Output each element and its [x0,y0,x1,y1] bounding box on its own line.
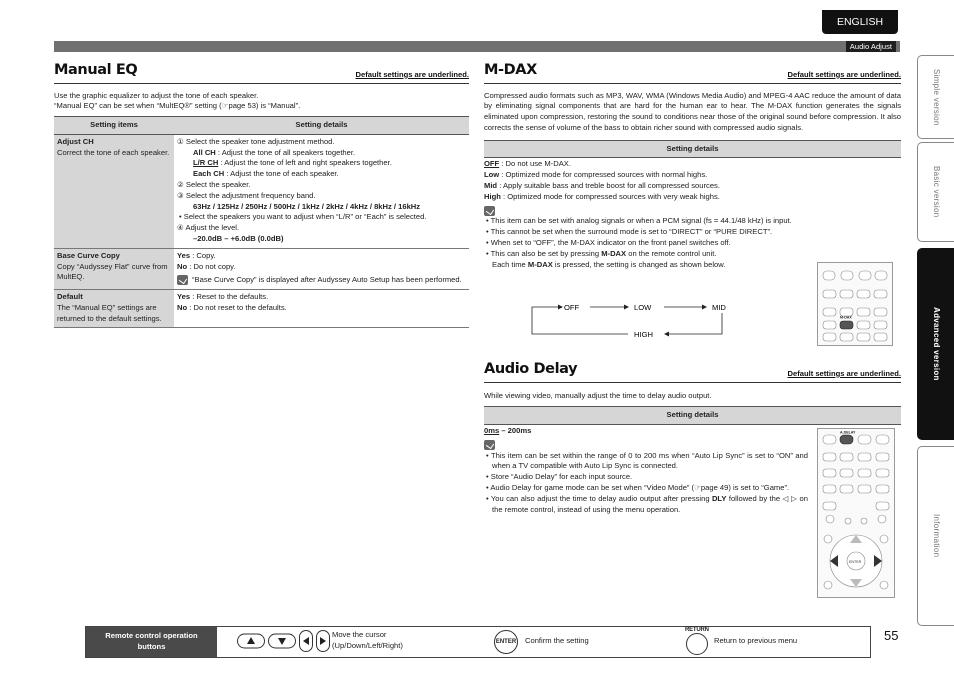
note-text: is pressed, the setting is changed as shown below. [552,259,726,269]
option-desc: : Do not use M-DAX. [499,159,571,169]
step-text: ③ Select the adjustment frequency band. [177,190,316,200]
move-cursor-text: Move the cursor (Up/Down/Left/Right) [332,630,403,650]
mdax-table [484,140,901,159]
note-text: • Store “Audio Delay” for each input source. [486,472,633,482]
section-label: Audio Adjust [846,41,896,52]
note-text: • When set to “OFF”, the M-DAX indicator on the front panel switches off. [486,237,731,247]
manual-eq-section [54,60,469,328]
option-desc: : Adjust the tone of all speakers together. [215,147,356,157]
tab-information[interactable] [917,446,954,626]
option-desc: : Copy. [190,250,216,260]
cursor-right-icon[interactable] [316,630,330,652]
manual-eq-table [54,116,469,328]
note-icon [484,440,495,450]
audio-delay-table [484,406,901,425]
note-text: “Base Curve Copy” is displayed after Audyssey Auto Setup has been performed. [192,275,462,285]
col-header: Setting details [484,407,901,425]
step-text: ① Select the speaker tone adjustment method. [177,136,335,146]
mdax-title: M-DAX [484,62,537,78]
option-key: Each CH [193,169,225,179]
note-text: • This can also be set by pressing [486,248,602,258]
note-text: • This item can be set within the range of 0 to 200 ms when “Auto Lip Sync” is set to “ON” and when a TV compatible with Auto Lip Sync is connected. [486,450,808,471]
cursor-down-icon[interactable] [268,633,296,649]
default-note: Default settings are underlined. [355,69,469,79]
step-text: ② Select the speaker. [177,180,251,190]
divider [484,382,901,383]
manual-eq-title: Manual EQ [54,62,138,78]
section-bar [54,41,900,52]
option-key: Yes [177,292,191,302]
mdax-section [484,60,901,270]
option-desc: : Optimized mode for compressed sources with normal highs. [499,170,708,180]
audio-delay-title: Audio Delay [484,361,578,377]
table-row [54,290,469,328]
option-key: L/R CH [193,158,219,168]
tab-simple-version[interactable] [917,55,954,139]
arrowhead [702,305,707,310]
range-value: – 200ms [499,426,532,436]
default-note: Default settings are underlined. [787,368,901,378]
mdax-button-label: M-DAX [840,315,852,320]
delay-button-highlight [840,435,853,444]
note-text: • You can also adjust the time to delay audio output after pressing [486,493,712,503]
page-number: 55 [884,628,899,643]
remote-delay-illustration [817,428,895,598]
arrow [532,307,628,334]
note-icon [177,275,188,285]
col-header: Setting details [174,117,469,135]
mdax-button-highlight [840,321,853,329]
item-desc: Correct the tone of each speaker. [57,147,170,157]
option-desc: : Do not reset to the defaults. [187,302,287,312]
cycle-off: OFF [564,303,580,312]
note-text: Each time [492,259,528,269]
language-label: ENGLISH [836,15,884,28]
option-desc: : Adjust the tone of left and right speakers together. [218,158,392,168]
cycle-low: LOW [634,303,652,312]
note-icon [484,206,495,216]
return-text: Return to previous menu [714,636,798,645]
intro-text: “Manual EQ” can be set when “MultEQ®” setting (☞page 53) is “Manual”. [54,101,301,111]
option-desc: : Reset to the defaults. [190,292,269,302]
default-note: Default settings are underlined. [787,69,901,79]
cycle-mid: MID [712,303,726,312]
delay-button-label: A.DELAY [840,430,856,435]
table-row [54,248,469,289]
arrowhead [664,332,669,337]
divider [484,83,901,84]
return-icon-label: RETURN [685,627,709,633]
key-name: M-DAX [601,248,627,258]
language-tab [822,10,898,34]
tab-basic-version[interactable] [917,142,954,242]
enter-button-icon[interactable] [494,630,518,654]
note-text: on the remote control unit. [626,248,717,258]
option-key: Low [484,170,500,180]
bullet-text: • Select the speakers you want to adjust when “L/R” or “Each” is selected. [179,212,427,222]
key-name: M-DAX [527,259,553,269]
item-desc: Copy “Audyssey Flat” curve from MultEQ. [57,261,168,282]
remote-operation-bar [85,626,871,658]
intro-text: While viewing video, manually adjust the time to delay audio output. [484,390,712,400]
col-header: Setting details [484,140,901,158]
level-range: –20.0dB – +6.0dB (0.0dB) [193,233,284,243]
tab-label: Simple version [932,68,942,126]
option-key: No [177,261,188,271]
band-list: 63Hz / 125Hz / 250Hz / 500Hz / 1kHz / 2kHz / 4kHz / 8kHz / 16kHz [193,201,421,211]
step-text: ④ Adjust the level. [177,223,240,233]
option-desc: : Do not copy. [187,261,236,271]
divider [54,83,469,84]
item-desc: The “Manual EQ” settings are returned to the default settings. [57,302,162,323]
cycle-high: HIGH [634,330,653,339]
mdax-cycle-diagram [524,300,754,344]
return-button-icon[interactable] [686,633,708,655]
col-header: Setting items [54,117,174,135]
cursor-up-icon[interactable] [237,633,265,649]
remote-mdax-illustration [817,262,893,346]
tab-label: Basic version [932,166,942,218]
default-value: 0ms [484,426,500,436]
enter-icon-label: ENTER [495,638,517,645]
note-text: • This cannot be set when the surround mode is set to “DIRECT” or “PURE DIRECT”. [486,227,773,237]
confirm-text: Confirm the setting [525,636,589,645]
tab-advanced-version[interactable] [917,248,954,440]
tab-label: Advanced version [932,307,942,381]
option-key: OFF [484,159,500,169]
item-name: Base Curve Copy [57,250,120,260]
table-row [54,134,469,248]
arrowhead [624,305,629,310]
remote-bar-heading [86,627,217,657]
option-key: High [484,191,501,201]
item-name: Default [57,292,83,302]
option-desc: : Apply suitable bass and treble boost for all compressed sources. [497,181,720,191]
arrow [669,313,722,334]
enter-button-label: ENTER [849,560,862,564]
intro-text: Compressed audio formats such as MP3, WAV, WMA (Windows Media Audio) and MPEG-4 AAC reduce the amount of data by eliminating signal components that are hard for the human ear to hear. The M-DAX function generates the signals eliminated upon compression, restoring the sound to conditions near those of the original sound before compression. It also corrects the sense of volume of the bass to obtain richer sound with compressed audio signals. [484,90,901,132]
remote-bar-heading-text: Remote control operation buttons [105,631,198,651]
note-text: • This item can be set with analog signals or when a PCM signal (fs = 44.1/48 kHz) is input. [486,216,792,226]
intro-text: Use the graphic equalizer to adjust the tone of each speaker. [54,90,259,100]
option-key: All CH [193,147,216,157]
option-desc: : Adjust the tone of each speaker. [224,169,339,179]
option-desc: : Optimized mode for compressed sources with very weak highs. [500,191,720,201]
cursor-buttons [237,633,330,652]
tab-label: Information [932,514,942,558]
note-text: followed by the ◁ ▷ on the remote control, instead of using the menu operation. [492,493,808,514]
cursor-left-icon[interactable] [299,630,313,652]
arrowhead [558,305,563,310]
option-key: Mid [484,181,498,191]
note-text: • Audio Delay for game mode can be set when “Video Mode” (☞page 49) is set to “Game”. [486,483,790,493]
option-key: Yes [177,250,191,260]
option-key: No [177,302,188,312]
item-name: Adjust CH [57,136,94,146]
key-name: DLY [711,493,727,503]
